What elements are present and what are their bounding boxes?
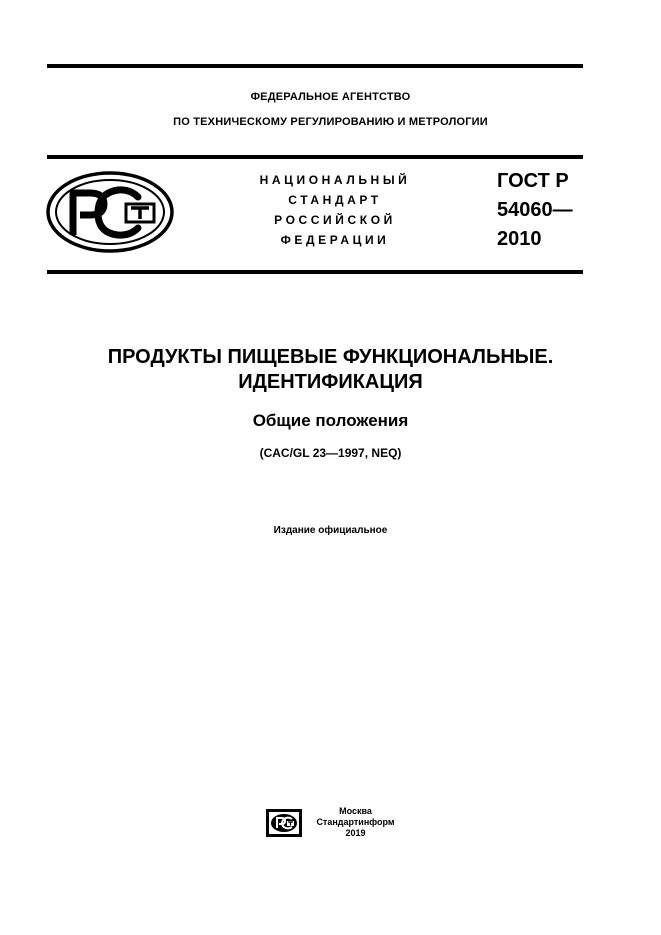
international-reference: (CAC/GL 23—1997, NEQ) [259,446,402,460]
agency-name-line1: ФЕДЕРАЛЬНОЕ АГЕНТСТВО [250,91,411,103]
standard-type-line1: НАЦИОНАЛЬНЫЙ [259,173,411,187]
title-line1: ПРОДУКТЫ ПИЩЕВЫЕ ФУНКЦИОНАЛЬНЫЕ. [107,346,554,368]
standard-type-block [225,170,445,250]
designation-line2: 54060— [497,199,573,221]
publisher-name: Стандартинформ [316,817,395,827]
standard-type-line4: ФЕДЕРАЦИИ [280,233,390,247]
header-divider-top [47,155,583,159]
document-subtitle: Общие положения [252,411,409,430]
title-line2: ИДЕНТИФИКАЦИЯ [238,371,423,393]
publisher-city: Москва [339,806,372,816]
standard-designation [497,167,573,254]
rst-certification-mark-icon [46,171,174,253]
agency-name-line2: ПО ТЕХНИЧЕСКОМУ РЕГУЛИРОВАНИЮ И МЕТРОЛОГИИ [173,116,488,128]
edition-note: Издание официальное [273,525,388,536]
standard-type-line3: РОССИЙСКОЙ [274,213,396,227]
standard-type-line2: СТАНДАРТ [288,193,382,207]
designation-line1: ГОСТ Р [497,170,569,192]
top-divider [47,64,583,68]
publisher-year: 2019 [345,828,366,838]
designation-line3: 2010 [497,228,542,250]
document-title [0,345,661,395]
publisher-block [308,806,403,839]
standartinform-logo-icon [265,808,303,838]
header-divider-bottom [47,270,583,274]
